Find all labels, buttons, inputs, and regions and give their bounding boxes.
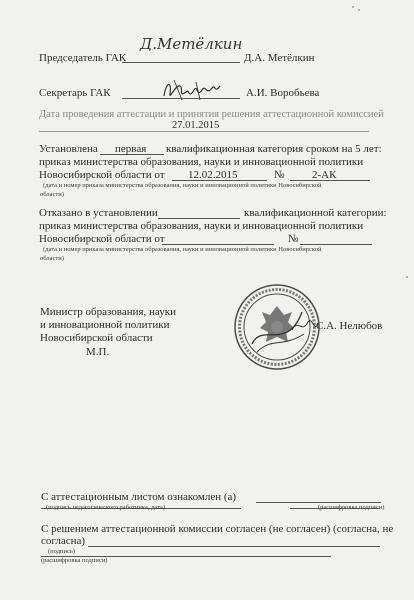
refused-date-line: [162, 244, 274, 245]
scan-speck: [358, 9, 360, 11]
minister-signature: [290, 316, 320, 336]
refused-number-line: [300, 244, 372, 245]
established-number-sign: №: [274, 169, 285, 181]
decision-line-1: С решением аттестационной комиссии согласен (не согласен) (согласна, не: [41, 523, 394, 535]
attestation-date-label: Дата проведения аттестации и принятия решения аттестационной комиссией: [39, 109, 384, 120]
scan-speck: [406, 276, 408, 278]
established-date: 12.02.2015: [188, 169, 238, 181]
decision-note-1: (подпись): [48, 548, 75, 555]
secretary-name: А.И. Воробьева: [246, 87, 320, 99]
refused-prefix: Отказано в установлении: [39, 207, 158, 219]
established-prefix: Установлена: [39, 143, 98, 155]
stamp-place-mark: М.П.: [86, 346, 110, 358]
chairman-role: Председатель ГАК: [39, 52, 127, 64]
scan-speck: [352, 6, 354, 8]
chairman-name: Д.А. Метёлкин: [244, 52, 315, 64]
minister-name: С.А. Нелюбов: [316, 320, 383, 332]
refused-number-sign: №: [288, 233, 299, 245]
refused-category-line: [158, 218, 240, 219]
decision-line-2: согласна): [41, 535, 86, 547]
established-number: 2-АК: [312, 169, 337, 181]
refused-order-line: приказ министерства образования, науки и инновационной политики: [39, 220, 364, 232]
decision-note-2: (расшифровка подписи): [41, 557, 108, 564]
refused-region-prefix: Новосибирской области от: [39, 233, 165, 245]
established-suffix: квалификационная категория сроком на 5 лет:: [166, 143, 382, 155]
minister-title-2: и инновационной политики: [40, 319, 170, 331]
minister-title-3: Новосибирской области: [40, 332, 153, 344]
chairman-signature-line: [122, 62, 240, 63]
established-note-2: области): [40, 191, 64, 198]
acknowledge-text: С аттестационным листом ознакомлен (а): [41, 491, 237, 503]
minister-title-1: Министр образования, науки: [40, 306, 176, 318]
refused-note-1: (дата и номер приказа министерства образования, науки и инновационной политики Новосибирской: [43, 246, 322, 253]
established-region-prefix: Новосибирской области от: [39, 169, 165, 181]
established-order-line: приказ министерства образования, науки и инновационной политики: [39, 156, 364, 168]
refused-suffix: квалификационной категории:: [244, 207, 387, 219]
category-value: первая: [115, 143, 147, 155]
acknowledge-note-left: (подпись педагогического работника, дата): [46, 504, 166, 511]
acknowledge-note-right: (расшифровка подписи): [318, 504, 385, 511]
acknowledge-line-right: [256, 502, 381, 503]
attestation-date-value: 27.01.2015: [172, 120, 220, 131]
secretary-role: Секретарь ГАК: [39, 87, 111, 99]
secretary-signature: [160, 76, 230, 104]
established-note-1: (дата и номер приказа министерства образования, науки и инновационной политики Новосибирской: [43, 182, 322, 189]
refused-note-2: области): [40, 255, 64, 262]
decision-signature-line: [88, 546, 380, 547]
chairman-handwritten-signature: Д.Метёлкин: [140, 35, 243, 53]
